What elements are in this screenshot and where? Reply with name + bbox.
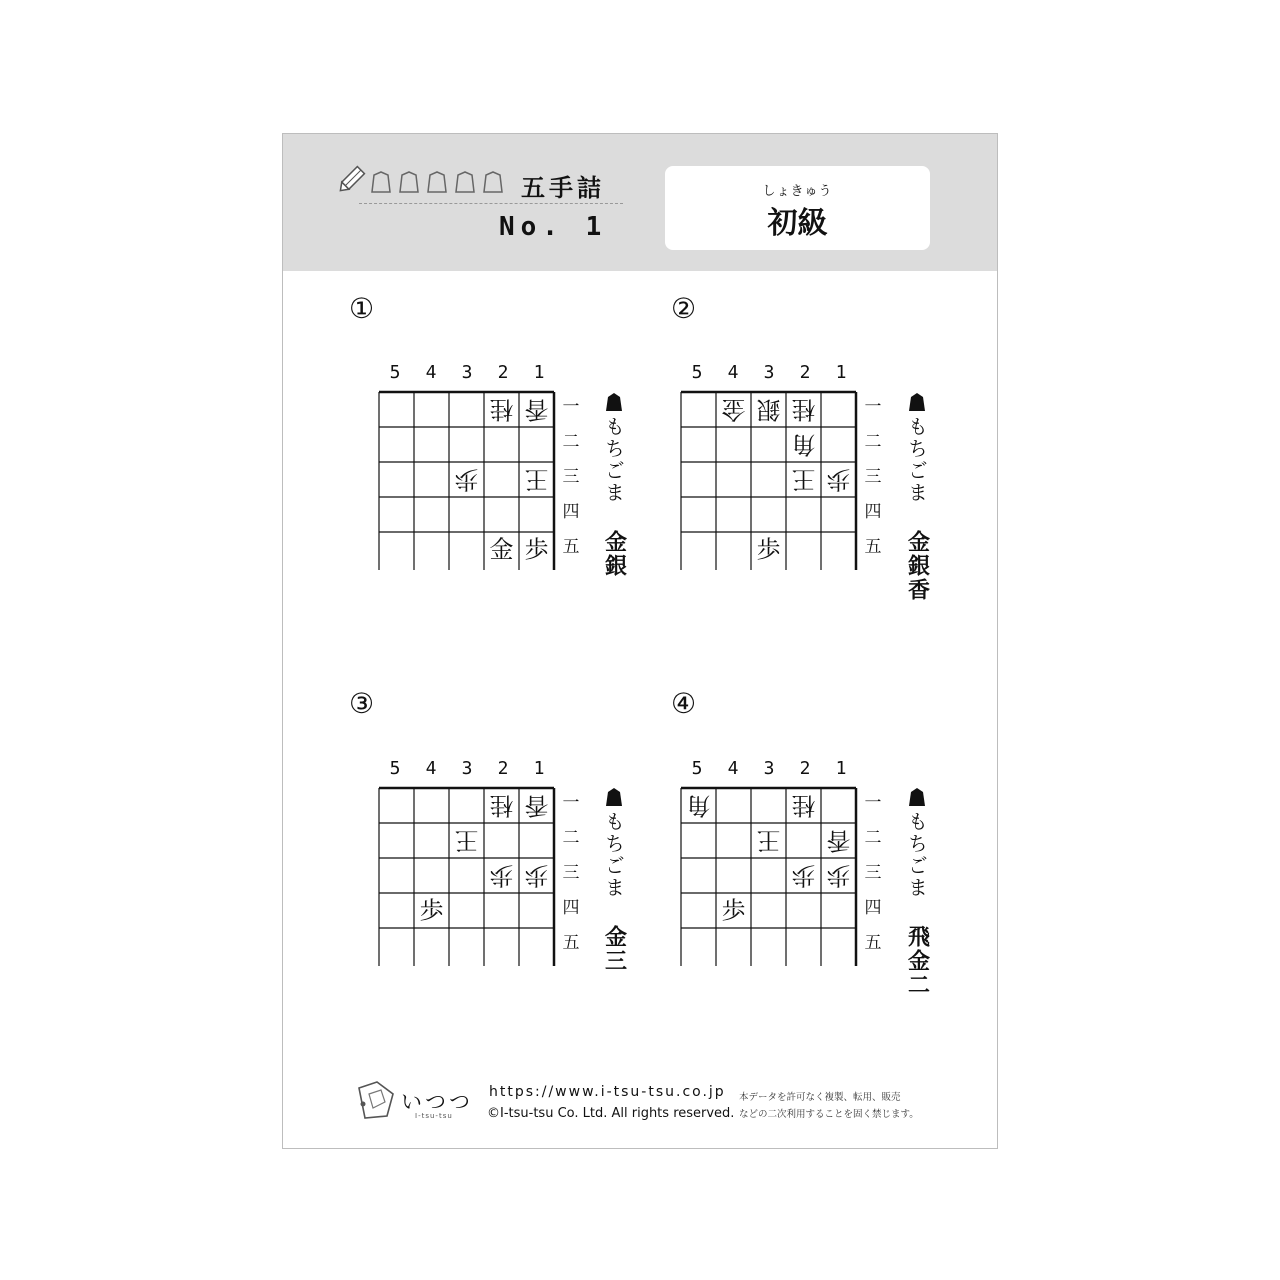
- copyright: ©I-tsu-tsu Co. Ltd. All rights reserved.: [487, 1106, 735, 1121]
- gote-piece: 桂: [489, 395, 514, 424]
- check-slot-icon[interactable]: [369, 170, 393, 194]
- usage-note: などの二次利用することを固く禁じます。: [739, 1109, 919, 1120]
- rank-label: 四: [864, 898, 882, 918]
- gote-piece: 香: [826, 826, 851, 855]
- rank-label: 二: [562, 828, 580, 848]
- rank-label: 一: [864, 397, 882, 417]
- gote-piece: 銀: [756, 395, 781, 424]
- hand-label: もちごま: [601, 416, 626, 504]
- hand-panel: [904, 392, 930, 602]
- progress-checkboxes: [369, 170, 505, 194]
- gote-piece: 王: [791, 465, 816, 494]
- hand-label: もちごま: [601, 811, 626, 899]
- rank-label: 二: [864, 432, 882, 452]
- file-labels: [377, 758, 557, 780]
- file-label: 4: [425, 758, 437, 779]
- check-slot-icon[interactable]: [481, 170, 505, 194]
- hand-label: もちごま: [904, 811, 929, 899]
- gote-piece: 金: [721, 395, 746, 424]
- board-grid: [377, 786, 557, 966]
- pencil-icon: [335, 164, 367, 196]
- sente-piece: 歩: [524, 535, 549, 564]
- shogi-board: [679, 362, 882, 570]
- file-label: 1: [533, 362, 545, 383]
- problem-number: ②: [671, 292, 697, 325]
- problem-number: ①: [349, 292, 375, 325]
- hand-label: もちごま: [904, 416, 929, 504]
- gote-piece: 王: [524, 465, 549, 494]
- file-label: 3: [763, 758, 775, 779]
- file-label: 5: [389, 362, 401, 383]
- sente-piece: 歩: [756, 535, 781, 564]
- file-labels: [679, 362, 859, 384]
- shogi-board: [679, 758, 882, 966]
- rank-label: 三: [562, 467, 580, 487]
- rank-label: 三: [562, 863, 580, 883]
- logo-subtext: I-tsu-tsu: [415, 1112, 453, 1120]
- hand-pieces: 金銀香: [904, 530, 930, 602]
- file-label: 3: [461, 362, 473, 383]
- file-label: 1: [533, 758, 545, 779]
- shogi-board: [377, 362, 580, 570]
- gote-piece: 歩: [826, 465, 851, 494]
- rank-label: 一: [864, 793, 882, 813]
- rank-label: 五: [562, 537, 580, 557]
- itsutsu-logo-icon: [355, 1080, 397, 1120]
- shogi-board: [377, 758, 580, 966]
- rank-label: 五: [864, 537, 882, 557]
- file-label: 5: [389, 758, 401, 779]
- level-label: 初級: [767, 206, 828, 241]
- sente-piece-icon: [907, 392, 927, 412]
- gote-piece: 歩: [791, 861, 816, 890]
- problem-number: ④: [671, 687, 697, 720]
- name-line: [359, 203, 623, 204]
- website-link[interactable]: https://www.i-tsu-tsu.co.jp: [489, 1084, 726, 1100]
- gote-piece: 歩: [489, 861, 514, 890]
- sente-piece: 金: [489, 535, 514, 564]
- rank-label: 三: [864, 863, 882, 883]
- usage-note: 本データを許可なく複製、転用、販売: [739, 1092, 901, 1103]
- gote-piece: 香: [524, 791, 549, 820]
- gote-piece: 角: [686, 791, 711, 820]
- rank-labels: [863, 786, 883, 966]
- rank-labels: [863, 390, 883, 570]
- file-label: 3: [461, 758, 473, 779]
- worksheet: [282, 133, 998, 1149]
- gote-piece: 香: [524, 395, 549, 424]
- rank-label: 二: [562, 432, 580, 452]
- hand-panel: [601, 392, 627, 578]
- hand-pieces: 金銀: [601, 530, 627, 578]
- file-label: 4: [425, 362, 437, 383]
- rank-label: 五: [562, 933, 580, 953]
- logo-text: いつつ: [401, 1090, 473, 1114]
- hand-pieces: 金三: [601, 925, 627, 973]
- check-slot-icon[interactable]: [453, 170, 477, 194]
- rank-label: 一: [562, 793, 580, 813]
- check-slot-icon[interactable]: [425, 170, 449, 194]
- rank-label: 三: [864, 467, 882, 487]
- gote-piece: 王: [454, 826, 479, 855]
- rank-label: 五: [864, 933, 882, 953]
- gote-piece: 桂: [791, 395, 816, 424]
- file-label: 2: [497, 758, 509, 779]
- sente-piece: 歩: [721, 896, 746, 925]
- file-label: 5: [691, 362, 703, 383]
- gote-piece: 歩: [524, 861, 549, 890]
- file-label: 1: [835, 362, 847, 383]
- gote-piece: 角: [791, 430, 816, 459]
- gote-piece: 王: [756, 826, 781, 855]
- board-grid: [679, 390, 859, 570]
- sente-piece: 歩: [419, 896, 444, 925]
- file-labels: [679, 758, 859, 780]
- hand-pieces: 飛金二: [904, 925, 930, 997]
- sente-piece-icon: [604, 392, 624, 412]
- file-label: 2: [799, 758, 811, 779]
- gote-piece: 桂: [489, 791, 514, 820]
- board-grid: [679, 786, 859, 966]
- file-label: 5: [691, 758, 703, 779]
- rank-label: 二: [864, 828, 882, 848]
- file-label: 2: [497, 362, 509, 383]
- rank-label: 四: [562, 898, 580, 918]
- file-labels: [377, 362, 557, 384]
- check-slot-icon[interactable]: [397, 170, 421, 194]
- gote-piece: 歩: [454, 465, 479, 494]
- rank-label: 一: [562, 397, 580, 417]
- file-label: 4: [727, 758, 739, 779]
- file-label: 3: [763, 362, 775, 383]
- file-label: 4: [727, 362, 739, 383]
- rank-label: 四: [562, 502, 580, 522]
- sente-piece-icon: [604, 787, 624, 807]
- gote-piece: 桂: [791, 791, 816, 820]
- file-label: 1: [835, 758, 847, 779]
- rank-labels: [561, 786, 581, 966]
- sente-piece-icon: [907, 787, 927, 807]
- worksheet-header: [283, 134, 997, 271]
- sheet-number: No. 1: [499, 212, 608, 242]
- problem-number: ③: [349, 687, 375, 720]
- file-label: 2: [799, 362, 811, 383]
- level-ruby: しょきゅう: [762, 184, 833, 199]
- hand-panel: [904, 787, 930, 997]
- series-title: 五手詰: [521, 174, 605, 202]
- hand-panel: [601, 787, 627, 973]
- level-box: [665, 166, 930, 250]
- board-grid: [377, 390, 557, 570]
- gote-piece: 歩: [826, 861, 851, 890]
- rank-label: 四: [864, 502, 882, 522]
- rank-labels: [561, 390, 581, 570]
